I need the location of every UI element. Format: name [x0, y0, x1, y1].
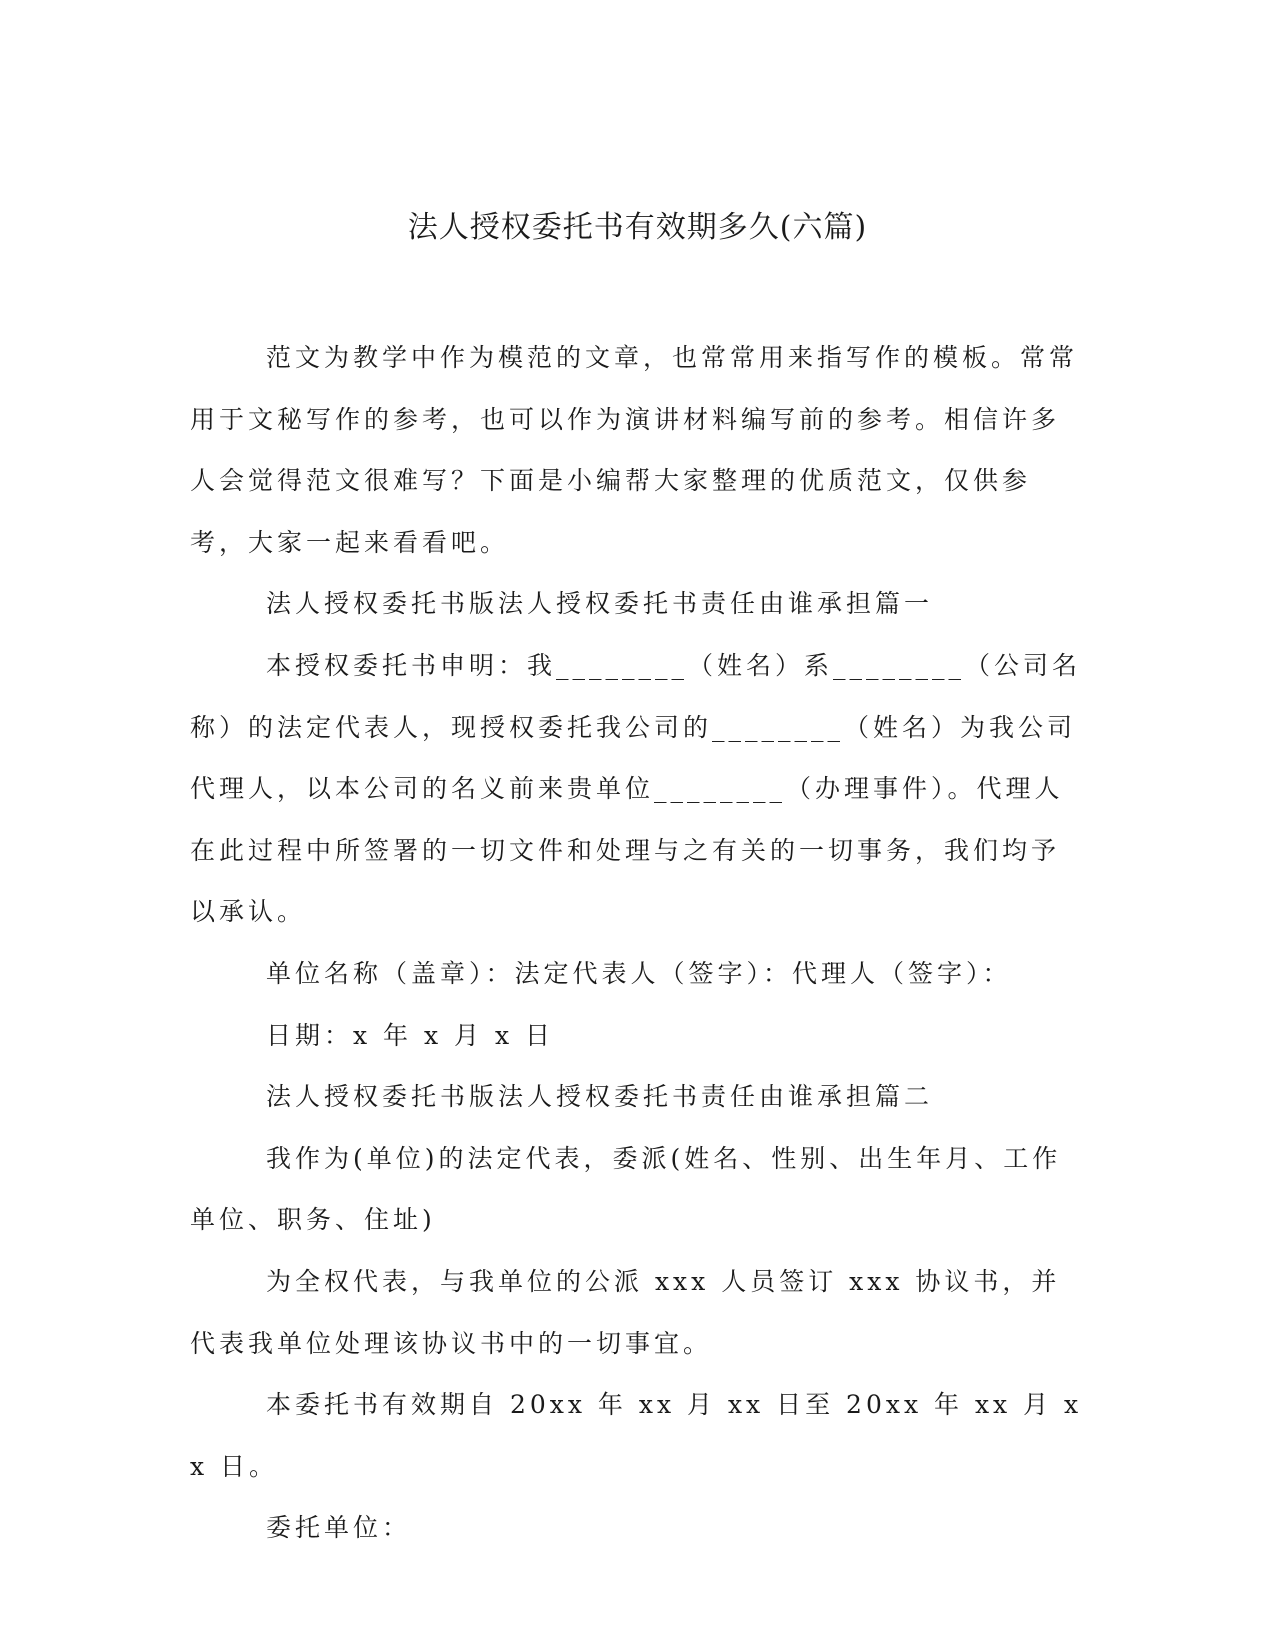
- paragraph-validity-period: 本委托书有效期自 20xx 年 xx 月 xx 日至 20xx 年 xx 月 xx 日。: [190, 1390, 1083, 1481]
- paragraph-full-representative: 为全权代表，与我单位的公派 xxx 人员签订 xxx 协议书，并代表我单位处理该协议书中的一切事宜。: [190, 1266, 1061, 1358]
- document-title: 法人授权委托书有效期多久(六篇): [407, 210, 868, 245]
- document-body: [190, 327, 1085, 1559]
- section-heading-one: 法人授权委托书版法人授权委托书责任由谁承担篇一: [266, 589, 934, 619]
- paragraph-signature-line: 单位名称（盖章）：法定代表人（签字）：代理人（签字）：: [266, 958, 1012, 988]
- paragraph-delegation: 我作为(单位)的法定代表，委派(姓名、性别、出生年月、工作单位、职务、住址): [190, 1143, 1062, 1235]
- section-heading-two: 法人授权委托书版法人授权委托书责任由谁承担篇二: [266, 1082, 934, 1112]
- paragraph-date-line: 日期：x 年 x 月 x 日: [266, 1020, 555, 1050]
- paragraph-entrusting-unit: 委托单位：: [266, 1513, 412, 1543]
- paragraph-authorization-statement: 本授权委托书申明：我________（姓名）系________（公司名称）的法定代表人，现授权委托我公司的________（姓名）为我公司代理人，以本公司的名义前来贵单位________（办理事件）。代理人在此过程中所签署的一切文件和处理与之有关的一切事务，我们均予以承认。: [190, 650, 1082, 927]
- paragraph-intro: 范文为教学中作为模范的文章，也常常用来指写作的模板。常常用于文秘写作的参考，也可以作为演讲材料编写前的参考。相信许多人会觉得范文很难写？下面是小编帮大家整理的优质范文，仅供参考，大家一起来看看吧。: [190, 343, 1079, 557]
